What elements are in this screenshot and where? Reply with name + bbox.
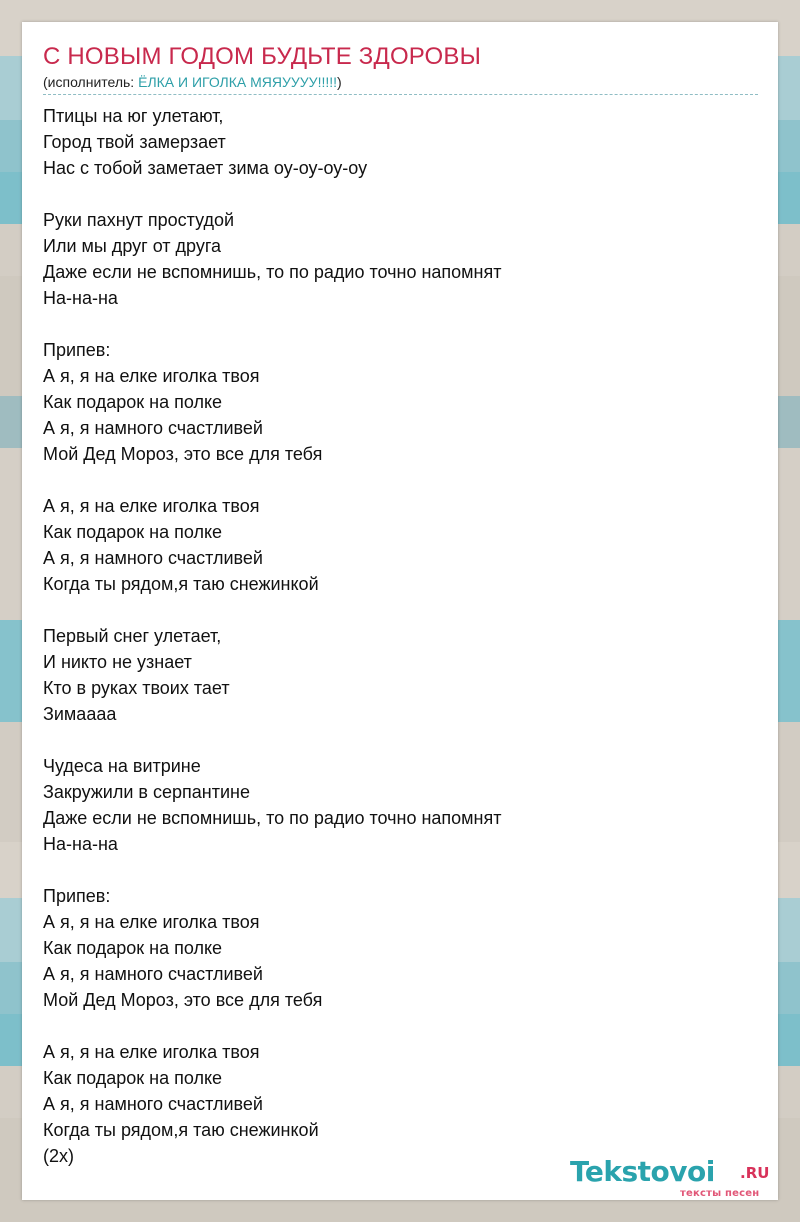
lyrics-card: [22, 22, 778, 1200]
lyric-line: А я, я намного счастливей: [43, 964, 263, 984]
stanza-gap: [43, 1013, 758, 1039]
lyric-line: А я, я на елке иголка твоя: [43, 366, 260, 386]
lyric-line: Даже если не вспомнишь, то по радио точно напомнят: [43, 808, 502, 828]
stanza-gap: [43, 727, 758, 753]
lyric-line: На-на-на: [43, 834, 118, 854]
artist-link[interactable]: ЁЛКА И ИГОЛКА МЯЯУУУУ!!!!!: [138, 74, 338, 90]
lyric-line: А я, я намного счастливей: [43, 418, 263, 438]
lyric-line: А я, я намного счастливей: [43, 1094, 263, 1114]
lyric-line: И никто не узнает: [43, 652, 192, 672]
lyric-line: А я, я намного счастливей: [43, 548, 263, 568]
lyric-line: А я, я на елке иголка твоя: [43, 1042, 260, 1062]
lyric-line: Мой Дед Мороз, это все для тебя: [43, 444, 323, 464]
artist-line: [43, 72, 758, 92]
lyric-line: Или мы друг от друга: [43, 236, 222, 256]
logo-tagline: тексты песен: [680, 1188, 760, 1199]
stanza-gap: [43, 597, 758, 623]
song-title: С НОВЫМ ГОДОМ БУДЬТЕ ЗДОРОВЫ: [43, 43, 482, 70]
artist-prefix: (исполнитель:: [43, 74, 139, 90]
lyric-line: Припев:: [43, 340, 111, 360]
lyrics-body: [43, 103, 758, 1169]
lyric-line: Как подарок на полке: [43, 1068, 223, 1088]
lyric-line: Зимаааа: [43, 704, 117, 724]
stanza-gap: [43, 181, 758, 207]
logo-domain: .RU: [740, 1164, 770, 1182]
lyric-line: Птицы на юг улетают,: [43, 106, 224, 126]
lyric-line: Город твой замерзает: [43, 132, 226, 152]
artist-suffix: ): [337, 74, 342, 90]
lyric-line: А я, я на елке иголка твоя: [43, 912, 260, 932]
lyric-line: А я, я на елке иголка твоя: [43, 496, 260, 516]
lyric-line: Кто в руках твоих тает: [43, 678, 230, 698]
lyric-line: Как подарок на полке: [43, 938, 223, 958]
lyric-line: Как подарок на полке: [43, 522, 223, 542]
lyric-line: (2х): [43, 1146, 74, 1166]
song-header: [43, 42, 758, 92]
lyric-line: Закружили в серпантине: [43, 782, 250, 802]
lyric-line: Как подарок на полке: [43, 392, 223, 412]
stanza-gap: [43, 467, 758, 493]
lyric-line: Припев:: [43, 886, 111, 906]
logo-wordmark: Tekstovoi: [570, 1155, 715, 1188]
lyric-line: Когда ты рядом,я таю снежинкой: [43, 1120, 319, 1140]
lyric-line: Когда ты рядом,я таю снежинкой: [43, 574, 319, 594]
lyric-line: Руки пахнут простудой: [43, 210, 235, 230]
stanza-gap: [43, 311, 758, 337]
stanza-gap: [43, 857, 758, 883]
lyric-line: Первый снег улетает,: [43, 626, 222, 646]
header-divider: [43, 94, 758, 95]
lyric-line: На-на-на: [43, 288, 118, 308]
lyric-line: Нас с тобой заметает зима оу-оу-оу-оу: [43, 158, 368, 178]
lyric-line: Мой Дед Мороз, это все для тебя: [43, 990, 323, 1010]
lyric-line: Чудеса на витрине: [43, 756, 201, 776]
site-logo[interactable]: [570, 1156, 780, 1202]
lyric-line: Даже если не вспомнишь, то по радио точно напомнят: [43, 262, 502, 282]
